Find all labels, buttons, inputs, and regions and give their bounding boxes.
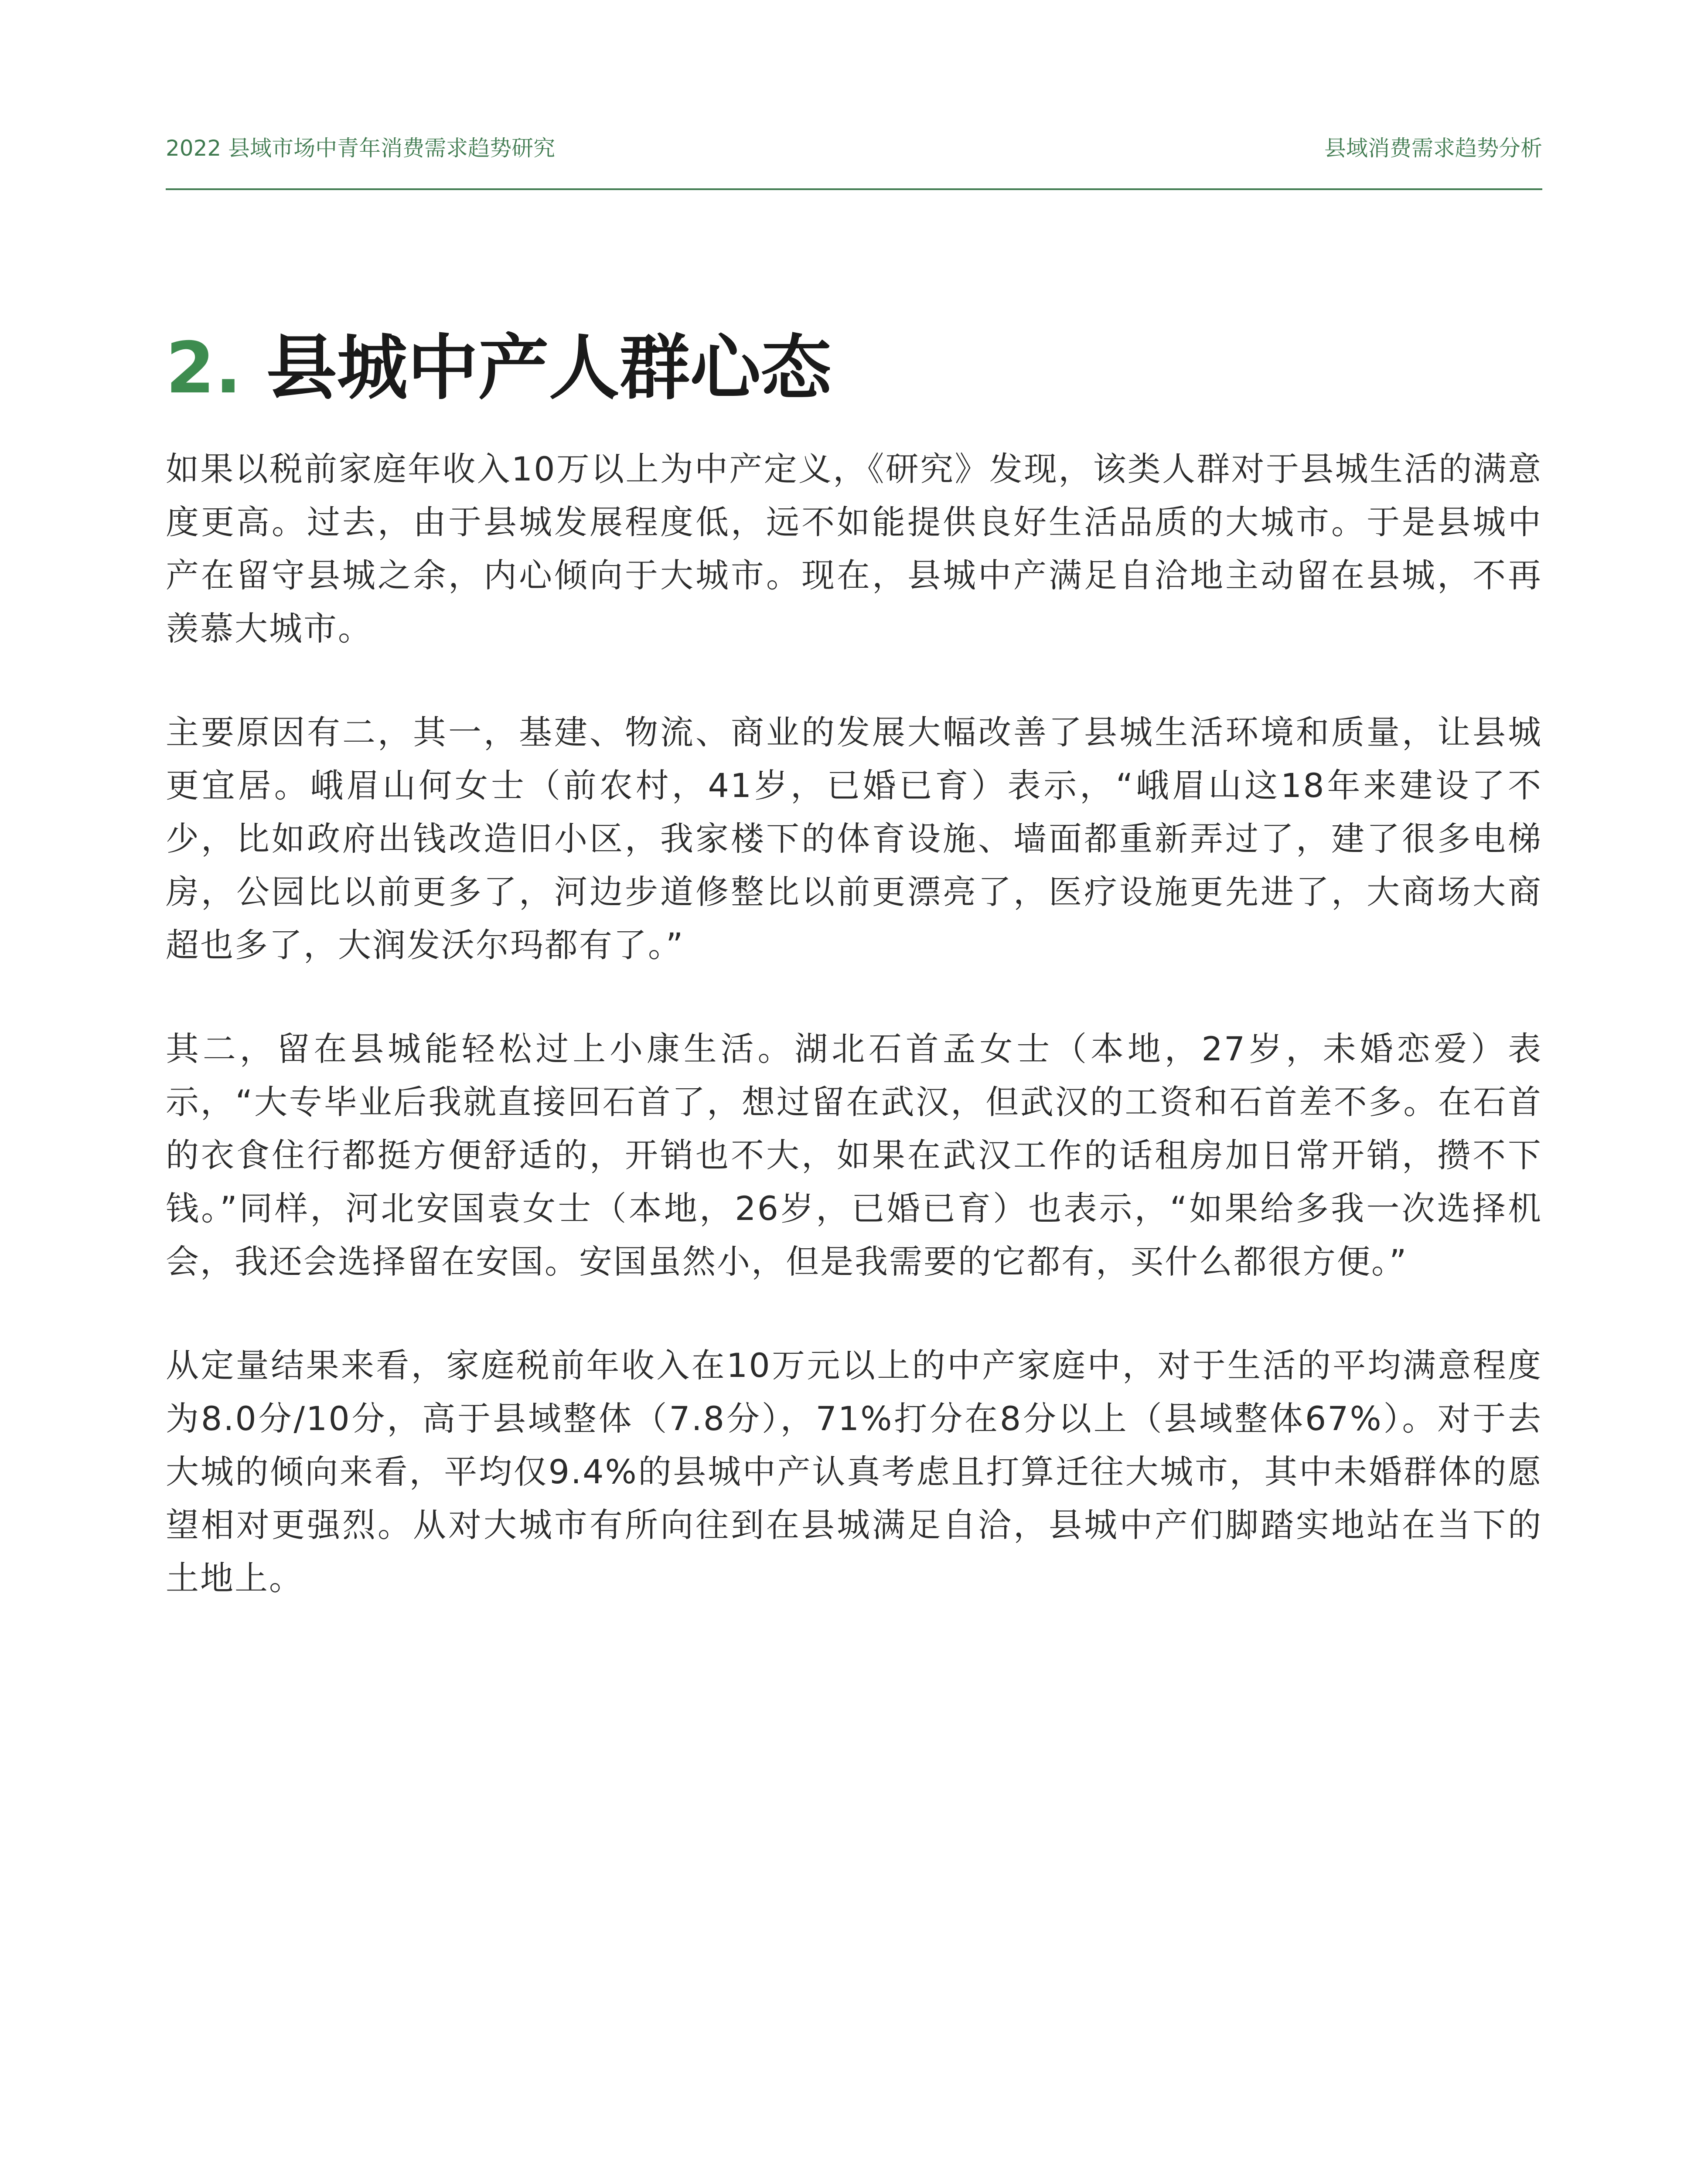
chapter-title: 县域消费需求趋势分析 bbox=[1324, 136, 1542, 161]
section-number: 2. bbox=[166, 327, 242, 409]
section-title: 县城中产人群心态 bbox=[266, 327, 832, 409]
header-divider bbox=[166, 188, 1542, 190]
paragraph-2: 主要原因有二，其一，基建、物流、商业的发展大幅改善了县城生活环境和质量，让县城更宜居。峨眉山何女士（前农村，41岁，已婚已育）表示，“峨眉山这18年来建设了不少，比如政府出钱改造旧小区，我家楼下的体育设施、墙面都重新弄过了，建了很多电梯房，公园比以前更多了，河边步道修整比以前更漂亮了，医疗设施更先进了，大商场大商超也多了，大润发沃尔玛都有了。” bbox=[166, 713, 1542, 964]
paragraph-3: 其二，留在县城能轻松过上小康生活。湖北石首孟女士（本地，27岁，未婚恋爱）表示，“大专毕业后我就直接回石首了，想过留在武汉，但武汉的工资和石首差不多。在石首的衣食住行都挺方便舒适的，开销也不大，如果在武汉工作的话租房加日常开销，攒不下钱。”同样，河北安国袁女士（本地，26岁，已婚已育）也表示，“如果给多我一次选择机会，我还会选择留在安国。安国虽然小，但是我需要的它都有，买什么都很方便。” bbox=[166, 1029, 1542, 1281]
paragraph-4: 从定量结果来看，家庭税前年收入在10万元以上的中产家庭中，对于生活的平均满意程度为8.0分/10分，高于县域整体（7.8分），71%打分在8分以上（县域整体67%）。对于去大城的倾向来看，平均仅9.4%的县城中产认真考虑且打算迁往大城市，其中未婚群体的愿望相对更强烈。从对大城市有所向往到在县城满足自洽，县城中产们脚踏实地站在当下的土地上。 bbox=[166, 1346, 1542, 1598]
paragraph-1: 如果以税前家庭年收入10万以上为中产定义，《研究》发现，该类人群对于县城生活的满意度更高。过去，由于县城发展程度低，远不如能提供良好生活品质的大城市。于是县城中产在留守县城之余，内心倾向于大城市。现在，县城中产满足自洽地主动留在县城，不再羡慕大城市。 bbox=[166, 450, 1542, 648]
report-title: 2022 县域市场中青年消费需求趋势研究 bbox=[166, 136, 556, 161]
page-header bbox=[166, 131, 1542, 166]
section-heading bbox=[166, 327, 832, 409]
body-text bbox=[166, 443, 1542, 1655]
